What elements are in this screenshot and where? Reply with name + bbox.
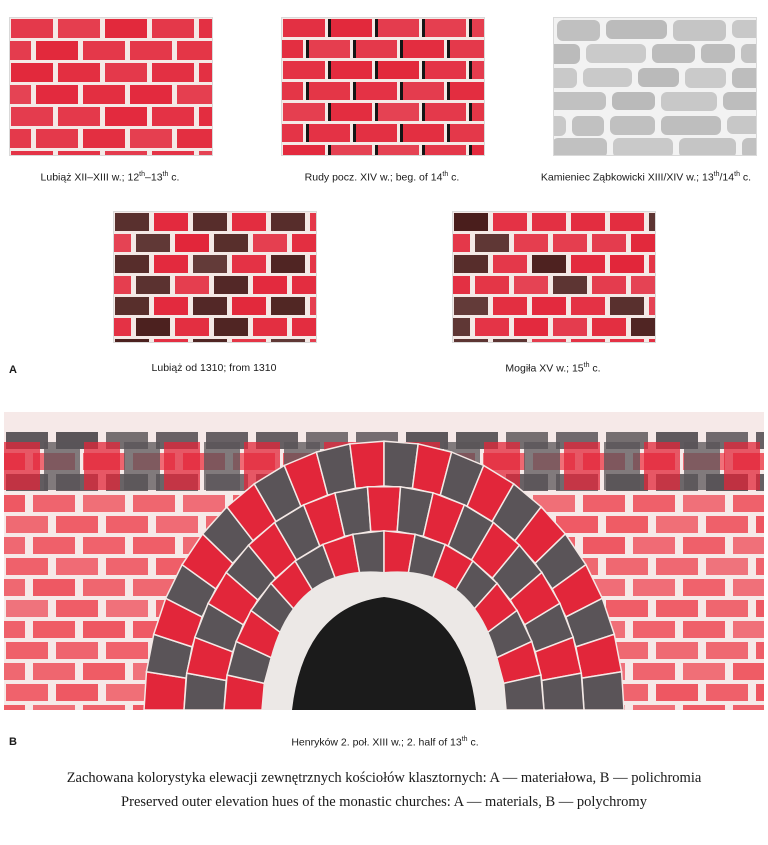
figure-caption-polish: Zachowana kolorystyka elewacji zewnętrznych kościołów klasztornych: A — materiałowa, B — polichromia (66, 770, 702, 786)
brick-panel-rudy-14 (281, 17, 485, 156)
caption-lubiaz-12-13: Lubiąż XII–XIII w.; 12th–13th c. (40, 171, 180, 184)
section-label-b: B (9, 736, 17, 748)
section-label-a: A (9, 364, 17, 376)
brick-pattern-red-black-joints (282, 18, 484, 155)
caption-lubiaz-1310: Lubiąż od 1310; from 1310 (151, 362, 277, 374)
brick-pattern-dark-headers (114, 212, 316, 342)
brick-panel-mogila-15 (452, 211, 656, 343)
brick-panel-lubiaz-12-13 (9, 17, 213, 156)
figure-caption-english: Preserved outer elevation hues of the monastic churches: A — materials, B — polychromy (121, 794, 647, 810)
caption-kamieniec: Kamieniec Ząbkowicki XIII/XIV w.; 13th/14th c. (540, 171, 752, 184)
polychrome-arch-henrykow (4, 412, 764, 710)
stone-panel-kamieniec (553, 17, 757, 156)
stone-pattern-grey (554, 18, 756, 155)
caption-rudy-14: Rudy pocz. XIV w.; beg. of 14th c. (304, 171, 460, 184)
brick-pattern-red (10, 18, 212, 155)
brick-panel-lubiaz-1310 (113, 211, 317, 343)
brick-pattern-dark-mixed (453, 212, 655, 342)
caption-henrykow: Henryków 2. poł. XIII w.; 2. half of 13th c. (291, 736, 479, 749)
caption-mogila-15: Mogiła XV w.; 15th c. (505, 362, 601, 375)
arch-drawing (4, 412, 764, 710)
